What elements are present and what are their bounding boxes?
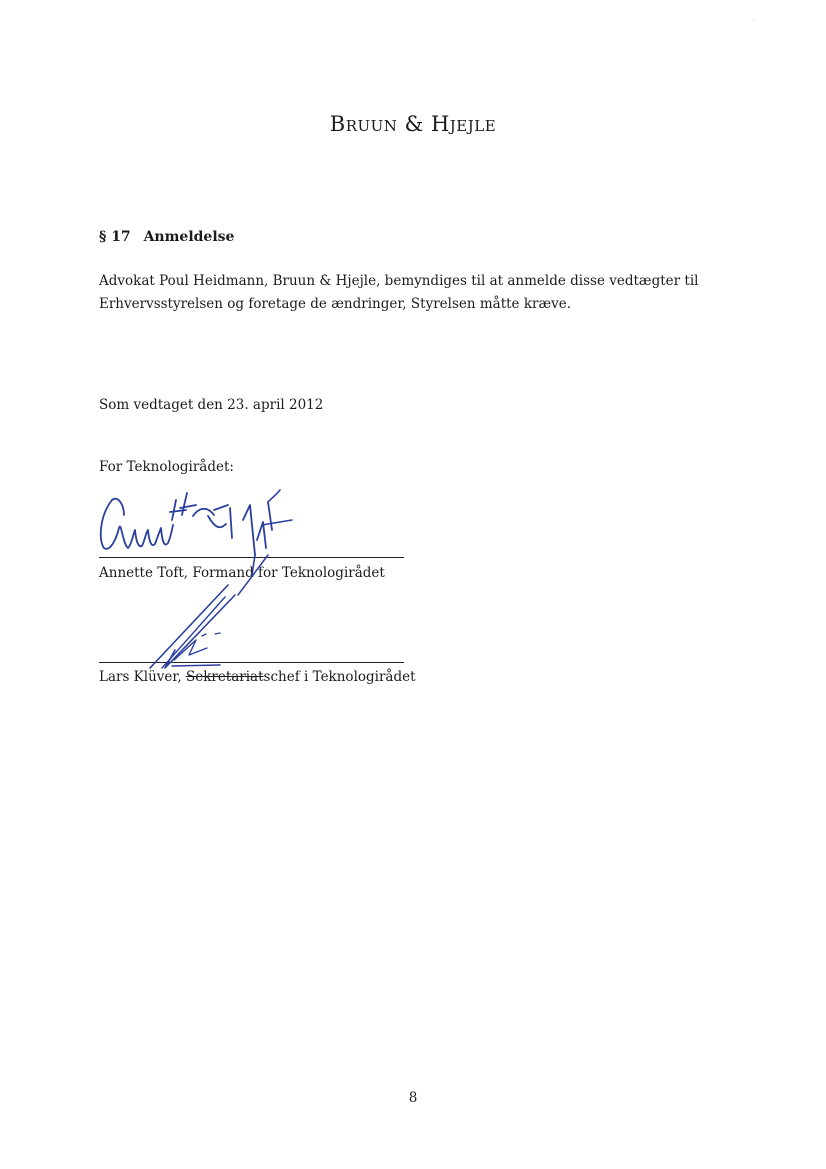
section-title: Anmeldelse	[143, 229, 235, 245]
section-heading	[99, 229, 234, 245]
signing-body-label: For Teknologirådet:	[99, 459, 234, 475]
signature-lars-kluver	[150, 585, 235, 668]
signatory-name	[99, 669, 416, 685]
signature-line	[99, 662, 404, 663]
section-number: § 17	[99, 229, 131, 245]
signatory-name: Annette Toft, Formand for Teknologirådet	[99, 565, 385, 581]
letterhead: Bruun & Hjejle	[329, 112, 497, 136]
signature-line	[99, 557, 404, 558]
scan-mark: ⸍	[752, 17, 757, 27]
struck-out-text: Sekretariat	[185, 669, 264, 685]
signatory-title-part: schef i Teknologirådet	[263, 669, 416, 685]
body-paragraph: Advokat Poul Heidmann, Bruun & Hjejle, bemyndiges til at anmelde disse vedtægter til Erhvervsstyrelsen og foretage de ændringer, Styrelsen måtte kræve.	[99, 273, 699, 312]
adoption-date-line: Som vedtaget den 23. april 2012	[99, 397, 324, 413]
page-number: 8	[408, 1090, 418, 1106]
signatory-name-part: Lars Klüver,	[99, 669, 186, 685]
